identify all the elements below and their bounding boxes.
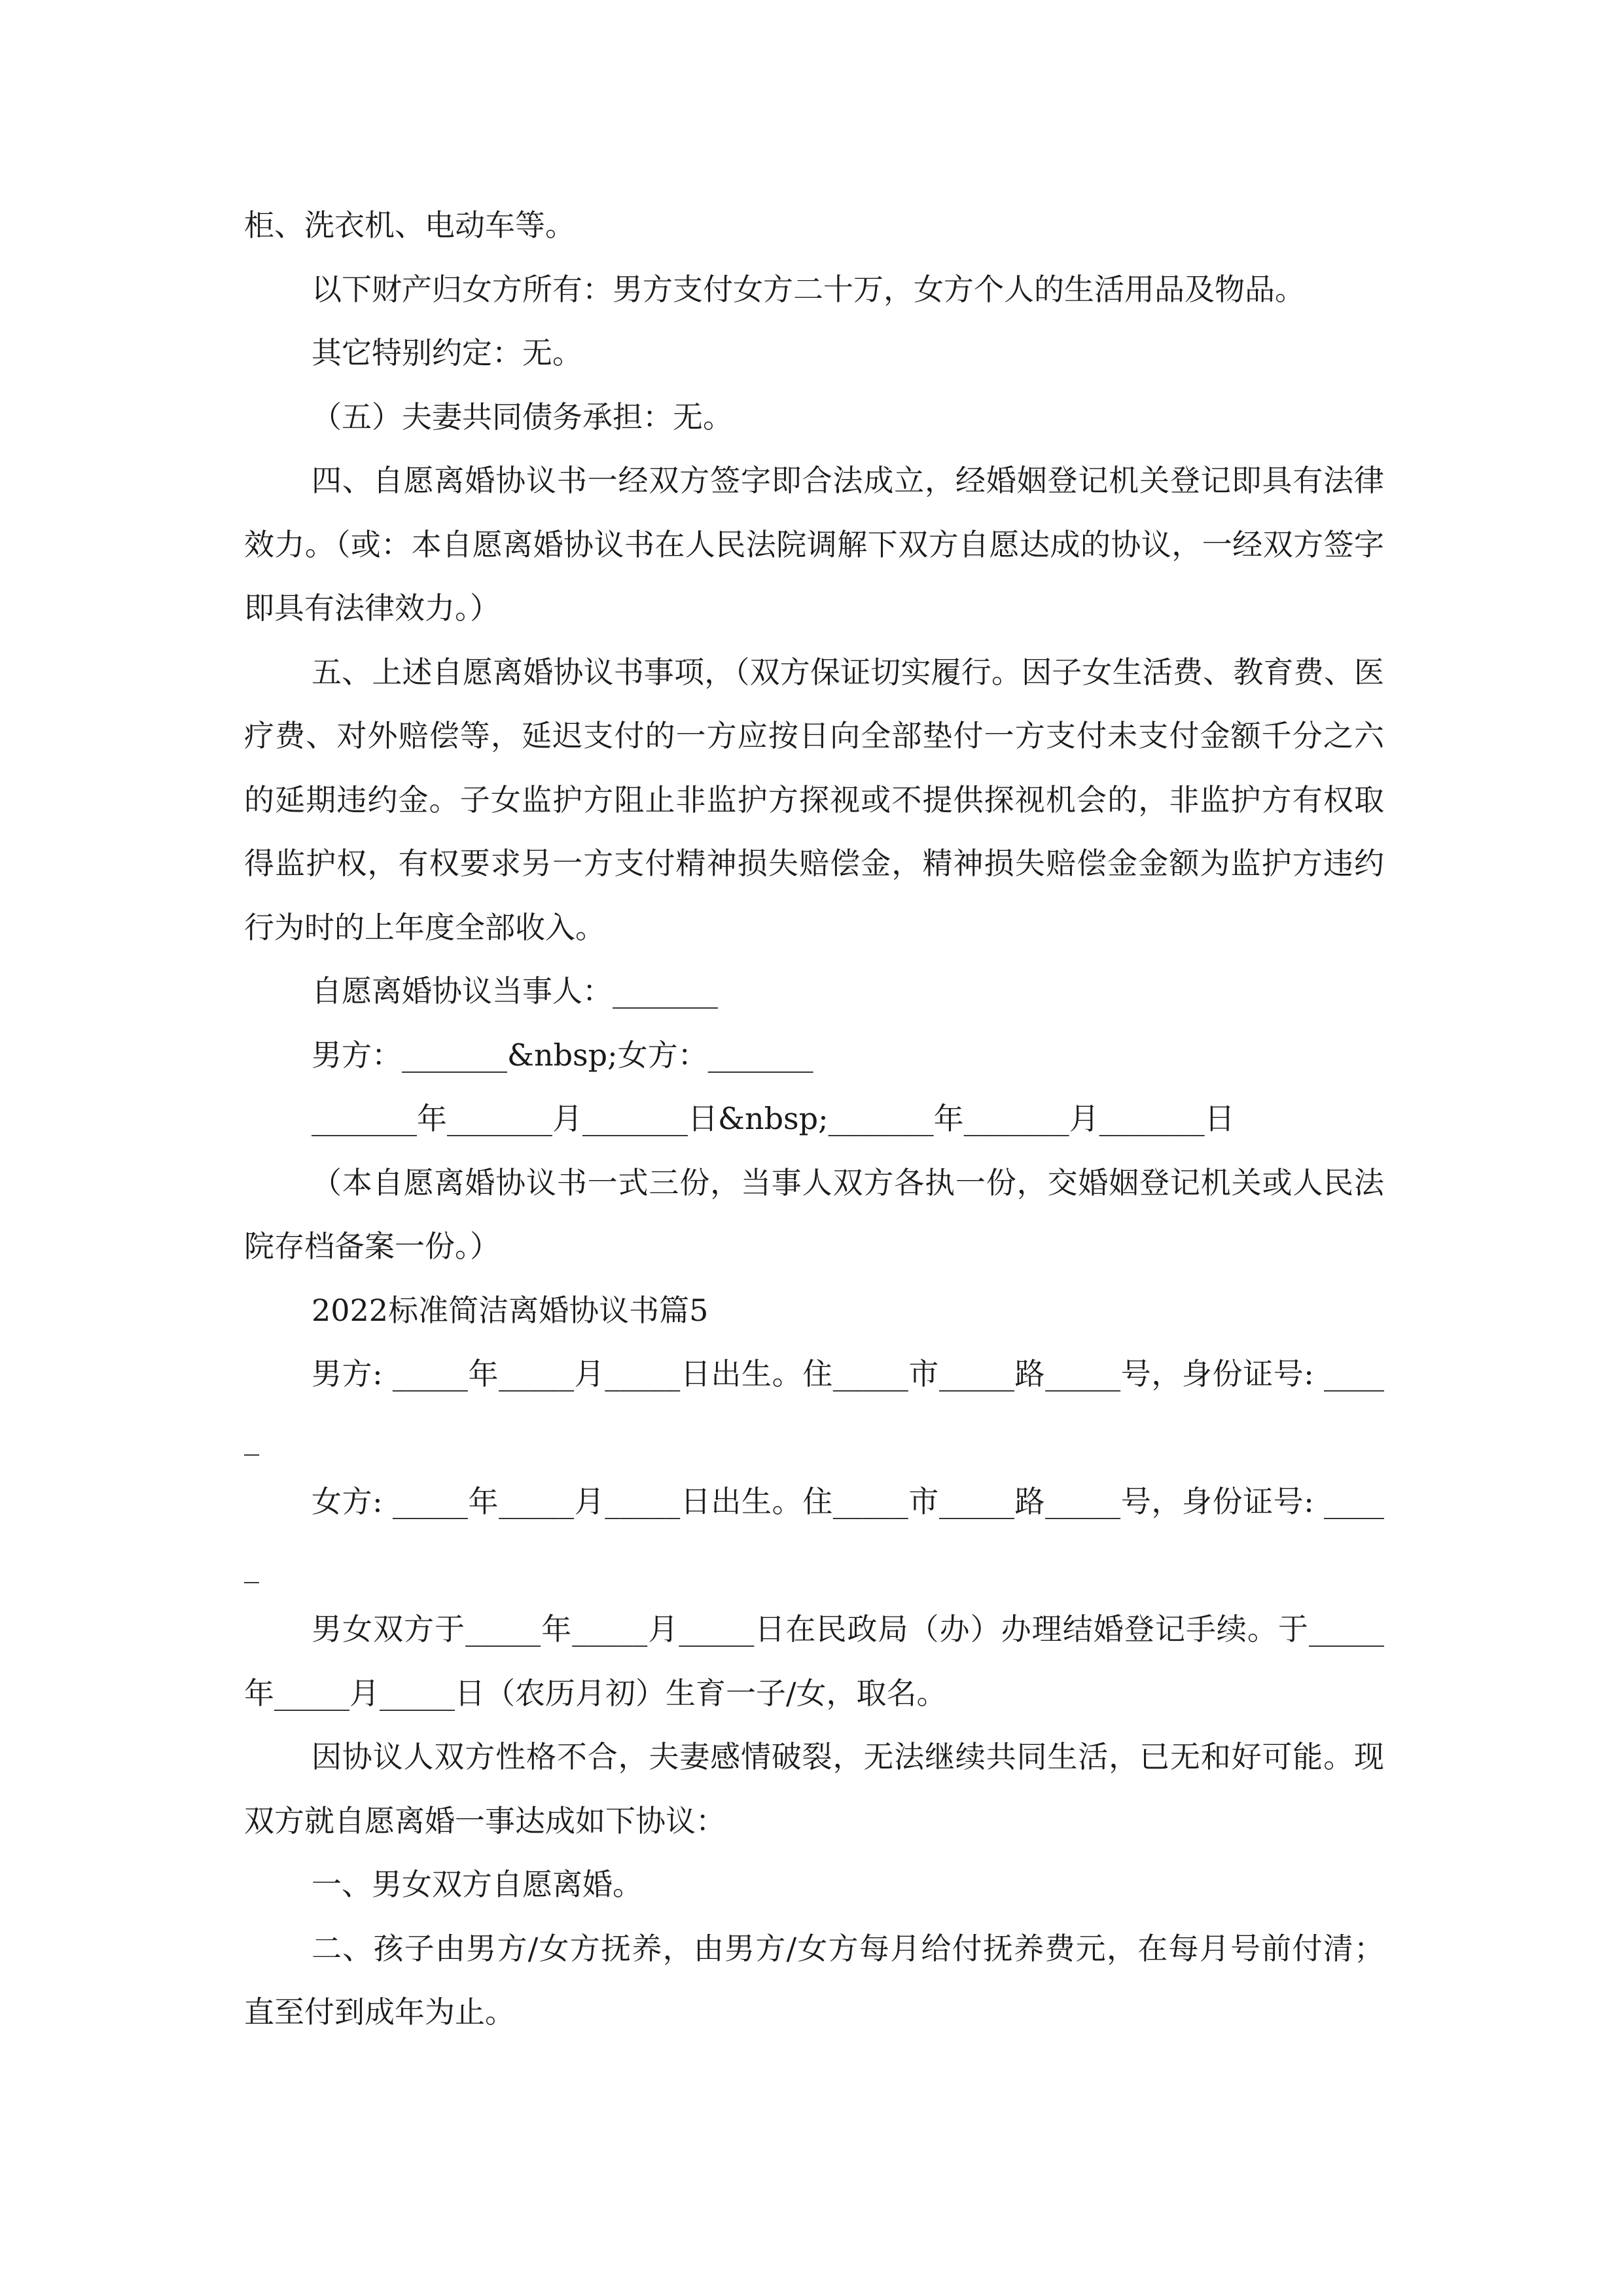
paragraph-dates: _______年_______月_______日&nbsp;_______年_______月_______日 xyxy=(312,1101,1235,1136)
paragraph-joint-debts: （五）夫妻共同债务承担：无。 xyxy=(312,399,733,435)
paragraph-signatures: 男方：_______&nbsp;女方：_______ xyxy=(312,1037,813,1073)
paragraph-wife-property: 以下财产归女方所有：男方支付女方二十万，女方个人的生活用品及物品。 xyxy=(312,271,1305,307)
paragraph-clause-five: 五、上述自愿离婚协议书事项，（双方保证切实履行。因子女生活费、教育费、医疗费、对外赔偿等，延迟支付的一方应按日向全部垫付一方支付未支付金额千分之六的延期违约金。子女监护方阻止非监护方探视或不提供探视机会的，非监护方有权取得监护权，有权要求另一方支付精神损失赔偿金，精神损失赔偿金金额为监护方违约行为时的上年度全部收入。 xyxy=(244,654,1384,945)
paragraph-reason: 因协议人双方性格不合，夫妻感情破裂，无法继续共同生活，已无和好可能。现双方就自愿离婚一事达成如下协议： xyxy=(244,1739,1384,1839)
paragraph-clause-one: 一、男女双方自愿离婚。 xyxy=(312,1867,643,1902)
section-heading: 2022标准简洁离婚协议书篇5 xyxy=(312,1292,709,1328)
paragraph-wife-info: 女方: _____年_____月_____日出生。住_____市_____路_____号，身份证号: _____ xyxy=(244,1484,1384,1583)
paragraph-copies-note: （本自愿离婚协议书一式三份，当事人双方各执一份，交婚姻登记机关或人民法院存档备案一份。） xyxy=(244,1164,1384,1264)
paragraph-other-agreements: 其它特别约定：无。 xyxy=(312,335,582,370)
paragraph-appliances: 柜、洗衣机、电动车等。 xyxy=(244,207,575,243)
paragraph-clause-four: 四、自愿离婚协议书一经双方签字即合法成立，经婚姻登记机关登记即具有法律效力。（或：本自愿离婚协议书在人民法院调解下双方自愿达成的协议，一经双方签字即具有法律效力。） xyxy=(244,463,1384,626)
document-body xyxy=(244,194,1384,2045)
paragraph-husband-info: 男方: _____年_____月_____日出生。住_____市_____路_____号，身份证号: _____ xyxy=(244,1356,1384,1456)
paragraph-marriage-registration: 男女双方于_____年_____月_____日在民政局（办）办理结婚登记手续。于_____年_____月_____日（农历月初）生育一子/女，取名。 xyxy=(244,1611,1384,1711)
paragraph-parties: 自愿离婚协议当事人：_______ xyxy=(312,973,718,1009)
paragraph-clause-two: 二、孩子由男方/女方抚养，由男方/女方每月给付抚养费元，在每月号前付清；直至付到成年为止。 xyxy=(244,1930,1384,2030)
